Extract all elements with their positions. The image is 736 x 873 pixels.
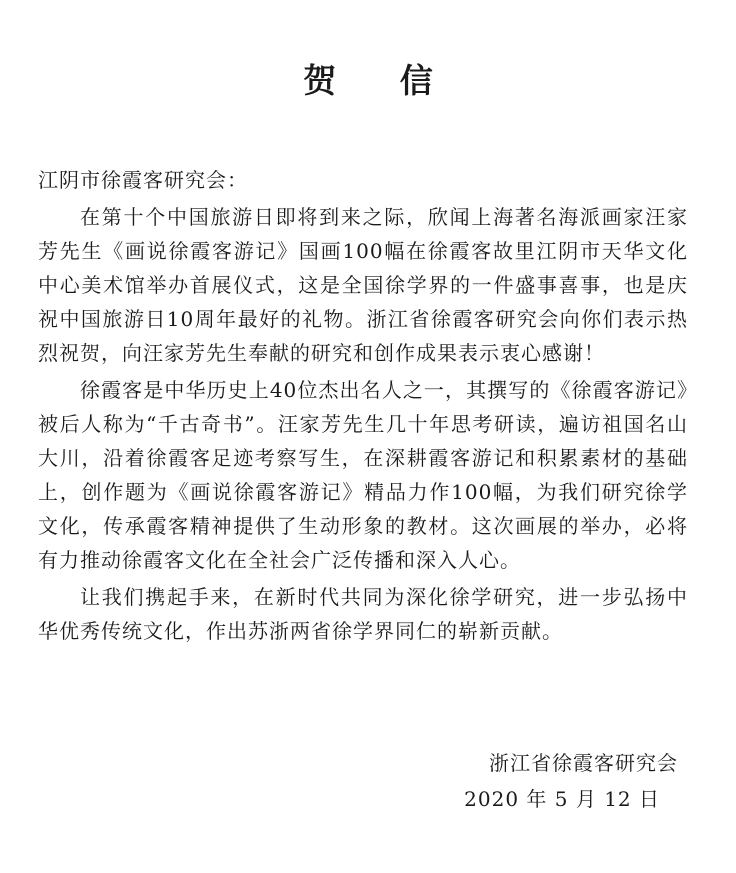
letter-title: 贺 信 [303, 61, 459, 100]
salutation: 江阴市徐霞客研究会： [38, 168, 248, 192]
signature-date: 2020 年 5 月 12 日 [464, 787, 660, 811]
paragraph-3: 让我们携起手来，在新时代共同为深化徐学研究，进一步弘扬中华优秀传统文化，作出苏浙两省徐学界同仁的崭新贡献。 [38, 585, 688, 643]
letter-body [38, 200, 688, 651]
paragraph-2: 徐霞客是中华历史上40位杰出名人之一，其撰写的《徐霞客游记》被后人称为“千古奇书”。汪家芳先生几十年思考研读，遍访祖国名山大川，沿着徐霞客足迹考察写生，在深耕霞客游记和积累素材的基础上，创作题为《画说徐霞客游记》精品力作100幅，为我们研究徐学文化，传承霞客精神提供了生动形象的教材。这次画展的举办，必将有力推动徐霞客文化在全社会广泛传播和深入人心。 [38, 378, 688, 572]
signature-block [464, 745, 678, 817]
signature-organization: 浙江省徐霞客研究会 [489, 751, 678, 775]
paragraph-1: 在第十个中国旅游日即将到来之际，欣闻上海著名海派画家汪家芳先生《画说徐霞客游记》国画100幅在徐霞客故里江阴市天华文化中心美术馆举办首展仪式，这是全国徐学界的一件盛事喜事，也是庆祝中国旅游日10周年最好的礼物。浙江省徐霞客研究会向你们表示热烈祝贺，向汪家芳先生奉献的研究和创作成果表示衷心感谢！ [38, 205, 688, 365]
